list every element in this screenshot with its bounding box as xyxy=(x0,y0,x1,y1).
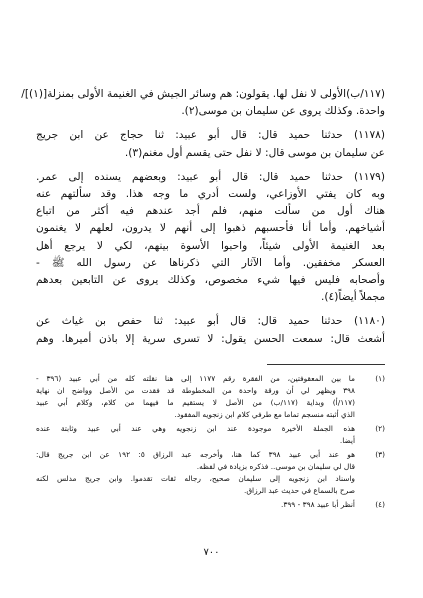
footnotes xyxy=(36,373,385,511)
footnote xyxy=(36,423,385,447)
text-line: (١١٧٩) حدثنا حميد قال: قال أبو عبيد: وبعضهم يسنده إلى عمر. xyxy=(36,170,385,183)
paragraph xyxy=(21,86,385,120)
footnote-divider xyxy=(267,364,385,365)
footnote-text xyxy=(36,449,355,497)
footnote-line: أيضا. xyxy=(339,435,355,445)
text-line: هناك أول من سألت منهم، فلم أجد عندهم فيه أكثر من اتباع xyxy=(36,205,385,218)
text-line: عن سليمان بن موسى قال: لا نفل حتى يقسم أول مغنم(٣). xyxy=(124,146,385,159)
text-line: واحدة. وكذلك يروى عن سليمان بن موسى(٢). xyxy=(181,105,385,118)
footnote-line: واسناد ابن زنجويه إلى سليمان صحيح، رجاله ثقات تقدموا. وابن جريج مدلس لكنه xyxy=(36,473,355,483)
footnote-line: هو عند أبي عبيد ٣٩٨ كما هنا، وأخرجه عبد الرزاق ٥: ١٩٢ عن ابن جريج قال: xyxy=(36,449,356,459)
text-line: بعد الغنيمة الأولى شيئاً، واحبوا الأسوة بينهم، لكي لا يرجع أهل xyxy=(36,239,385,252)
page-number: ٧٠٠ xyxy=(203,547,220,558)
text-line: وبه كان يفتي الأوزاعي، ولست أدري ما وجه هذا. وقد سألتهم عنه xyxy=(36,188,385,201)
footnote-number: (١) xyxy=(375,373,385,383)
paragraph xyxy=(36,313,385,347)
footnote-number: (٢) xyxy=(375,423,385,433)
paragraph xyxy=(36,169,385,307)
footnote-line: قال لي سليمان بن موسى.. فذكره بزيادة في لفظه. xyxy=(196,461,355,471)
text-line: (١١٧/ب)الأولى لا نفل لها. يقولون: هم وسائر الجيش في الغنيمة الأولى بمنزلة[(١)]/ xyxy=(21,88,385,100)
text-line: وأصحابه فليس فيها شيء مخصوص، وكذلك يروى عن التابعين بعدهم xyxy=(36,274,385,287)
text-line: (١١٧٨) حدثنا حميد قال: قال أبو عبيد: ثنا حجاج عن ابن جريج xyxy=(36,129,385,142)
footnote xyxy=(36,449,385,497)
footnote-text xyxy=(36,373,355,421)
footnote-line: أنظر أبا عبيد ٣٩٨ - ٣٩٩. xyxy=(281,499,355,509)
footnote-line: صرح بالسماع في حديث عبد الرزاق. xyxy=(243,485,355,495)
text-line: (١١٨٠) حدثنا حميد قال: قال أبو عبيد: ثنا حفص بن غياث عن xyxy=(36,315,385,328)
footnote-number: (٤) xyxy=(375,499,385,509)
footnote xyxy=(36,373,385,421)
text-line: أشياخهم. وأما أنا فأحسبهم ذهبوا إلى أنهم لا يدرون، لعلهم لا يغنمون xyxy=(36,222,385,235)
text-line: أشعث قال: سمعت الحسن يقول: لا تسرى سرية إلا باذن أميرها. وهم xyxy=(36,332,385,345)
footnote-line: ٣٩٨ ويظهر لي أن ورقة واحدة من المخطوطة قد فقدت من الأصل وواضح ان نهاية xyxy=(36,385,355,395)
text-line: مجملاً أيضاً(٤). xyxy=(321,291,385,304)
text-line: العسكر مخفقين. وأما الآثار التي ذكرناها عن رسول الله ﷺ - xyxy=(36,256,385,269)
paragraph xyxy=(36,127,385,161)
footnote-line: هذه الجملة الأخيرة موجودة عند ابن زنجويه وهي عند أبي عبيد وثابتة عنده xyxy=(36,423,355,433)
footnote-line: الذي أثبته منسجم تماما مع طرفي كلام ابن زنجويه المفقود. xyxy=(174,409,355,419)
footnote-number: (٣) xyxy=(375,449,385,459)
main-text xyxy=(21,86,385,348)
footnote-text xyxy=(36,499,355,511)
footnote-text xyxy=(36,423,355,447)
footnote xyxy=(36,499,385,511)
footnote-line: (١١٧/أ) وبداية (١١٧/ب) من الأصل لا يستقيم ما فيهما من كلام، وكلام أبي عبيد xyxy=(36,397,356,407)
footnote-line: ما بين المعقوفتين، من الفقرة رقم ١١٧٧ إلى هنا نقلته كله من أبي عبيد (٣٩٦ - xyxy=(36,373,355,383)
